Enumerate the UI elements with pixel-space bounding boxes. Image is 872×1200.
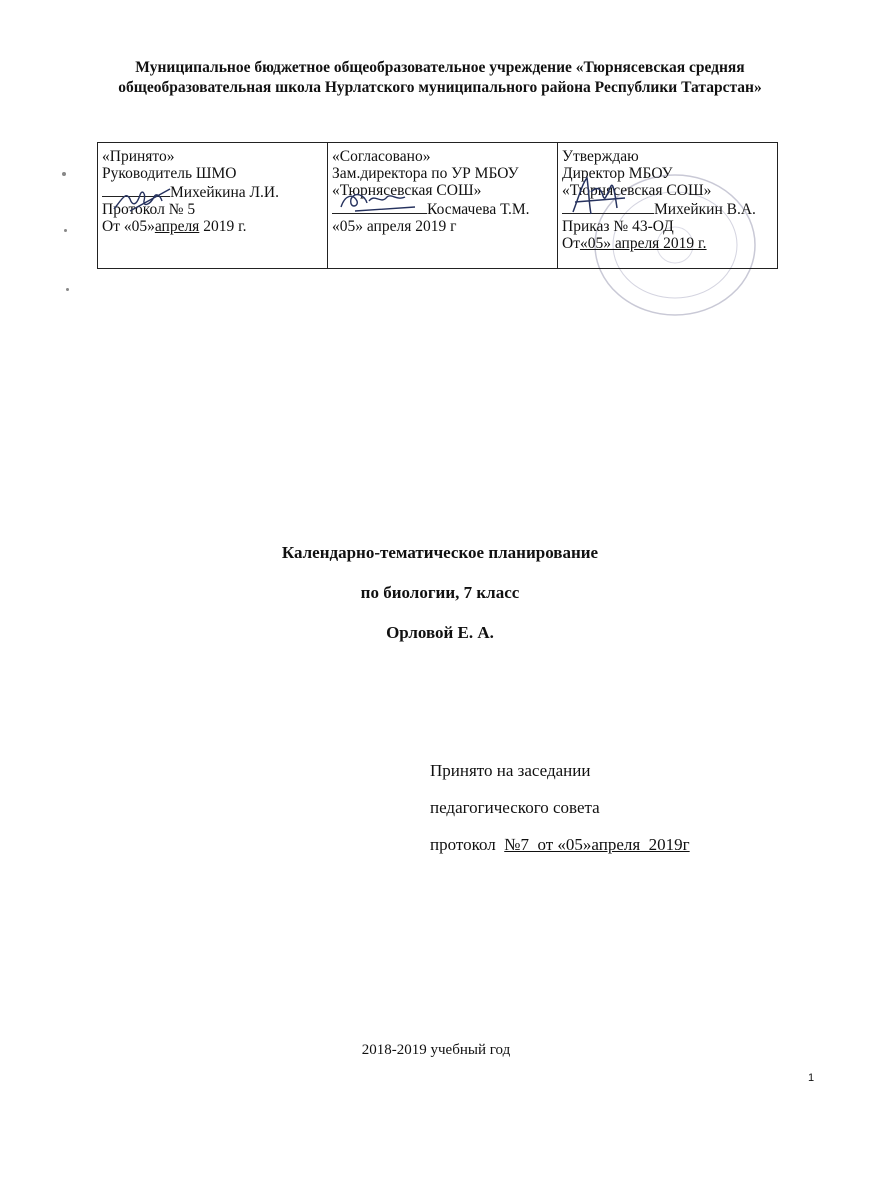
accepted-position: Руководитель ШМО	[102, 165, 237, 182]
approved-cell	[558, 143, 778, 269]
title-line-1: Календарно-тематическое планирование	[281, 543, 599, 562]
accepted-date	[102, 218, 324, 235]
accepted-signature-row	[102, 182, 324, 201]
accepted-date-prefix: От «05»	[102, 218, 155, 235]
accepted-protocol: Протокол № 5	[102, 201, 196, 218]
signature-line	[562, 199, 654, 214]
agreed-cell	[328, 143, 558, 269]
agreed-signature-row	[332, 199, 554, 218]
approved-title: Утверждаю	[562, 148, 639, 165]
approval-table	[97, 142, 778, 269]
scan-dot	[64, 229, 67, 232]
council-line-2: педагогического совета	[430, 798, 600, 817]
school-header-line-1: Муниципальное бюджетное общеобразовательное учреждение «Тюрнясевская средняя	[135, 59, 745, 76]
accepted-name: Михейкина Л.И.	[170, 184, 279, 201]
agreed-school: «Тюрнясевская СОШ»	[332, 182, 482, 199]
approved-name: Михейкин В.А.	[654, 201, 756, 218]
school-header	[60, 58, 820, 98]
academic-year: 2018-2019 учебный год	[361, 1042, 511, 1058]
council-protocol-label: протокол	[430, 835, 505, 854]
school-header-line-2: общеобразовательная школа Нурлатского муниципального района Республики Татарстан»	[118, 79, 762, 96]
signature-line	[102, 182, 170, 197]
approved-position: Директор МБОУ	[562, 165, 673, 182]
council-line-1: Принято на заседании	[430, 761, 591, 780]
signature-line	[332, 199, 427, 214]
title-line-3: Орловой Е. А.	[386, 623, 494, 642]
approved-date-prefix: От	[562, 235, 580, 252]
document-title	[180, 543, 700, 663]
page-number: 1	[808, 1072, 815, 1084]
council-protocol	[430, 826, 690, 863]
agreed-position: Зам.директора по УР МБОУ	[332, 165, 519, 182]
accepted-date-month: апреля	[154, 218, 200, 235]
approved-date	[562, 235, 774, 252]
accepted-cell	[98, 143, 328, 269]
approved-school: «Тюрнясевская СОШ»	[562, 182, 712, 199]
council-protocol-value: №7 от «05»апреля 2019г	[504, 835, 690, 854]
council-approval	[430, 752, 690, 863]
scan-dot	[66, 288, 69, 291]
approved-signature-row	[562, 199, 774, 218]
approved-order: Приказ № 43-ОД	[562, 218, 674, 235]
agreed-name: Космачева Т.М.	[427, 201, 530, 218]
agreed-date: «05» апреля 2019 г	[332, 218, 457, 235]
agreed-title: «Согласовано»	[332, 148, 431, 165]
title-line-2: по биологии, 7 класс	[360, 583, 520, 602]
approved-date-rest: «05» апреля 2019 г.	[579, 235, 707, 252]
accepted-date-suffix: 2019 г.	[199, 218, 247, 235]
scan-dot	[62, 172, 66, 176]
accepted-title: «Принято»	[102, 148, 175, 165]
